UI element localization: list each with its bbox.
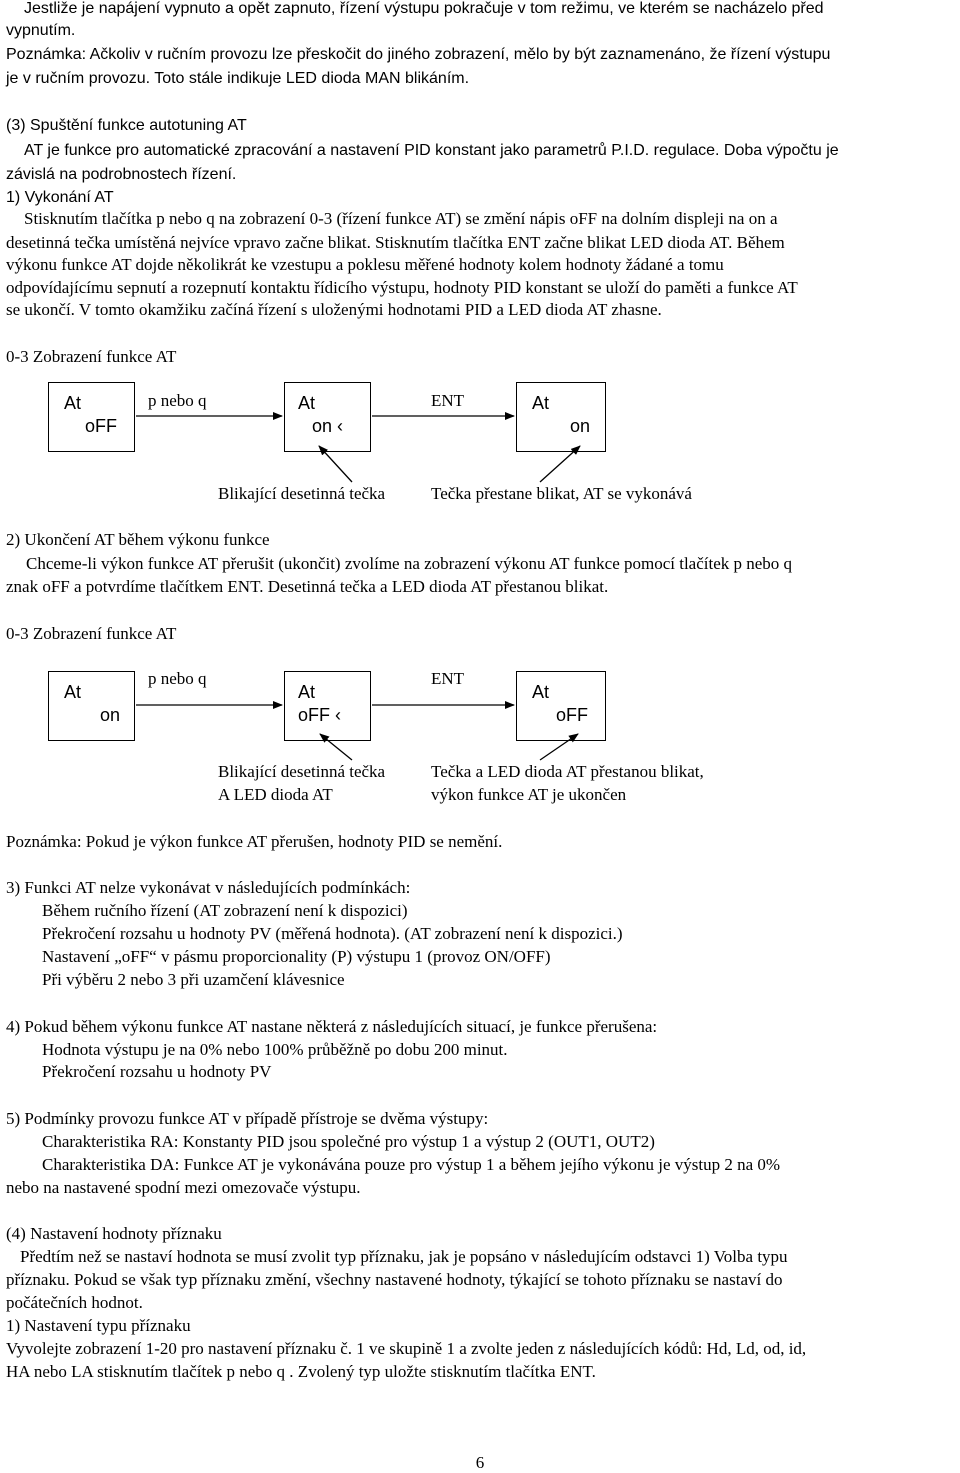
autotuning-para-1: Stisknutím tlačítka p nebo q na zobrazení 0-3 (řízení funkce AT) se změní nápis oFF na dolním displeji na on a <box>24 209 778 228</box>
stop-line-1: Chceme-li výkon funkce AT přerušit (ukončit) zvolíme na zobrazení výkonu AT funkce pomocí tlačítek p nebo q <box>26 554 793 573</box>
intro-line-1: Jestliže je napájení vypnuto a opět zapnuto, řízení výstupu pokračuje v tom režimu, ve kterém se nacházelo před <box>24 0 824 17</box>
flag-subheading: 1) Nastavení typu příznaku <box>6 1316 191 1335</box>
conditions-heading: 3) Funkci AT nelze vykonávat v následujících podmínkách: <box>6 878 411 897</box>
autotuning-heading: (3) Spuštění funkce autotuning AT <box>6 117 247 134</box>
conditions-item: Během ručního řízení (AT zobrazení není k dispozici) <box>42 901 408 920</box>
note-pid: Poznámka: Pokud je výkon funkce AT přerušen, hodnoty PID se nemění. <box>6 832 503 851</box>
diagram1-arrow2-label: ENT <box>431 391 465 410</box>
autotuning-para-4: odpovídajícímu sepnutí a rozepnutí kontaktu řídicího výstupu, hodnoty PID konstant se uloží do paměti a funkce AT <box>6 278 798 297</box>
diagram2-note-right-2: výkon funkce AT je ukončen <box>431 785 627 804</box>
flag-heading: (4) Nastavení hodnoty příznaku <box>6 1224 222 1243</box>
flag-line-2: příznaku. Pokud se však typ příznaku změní, všechny nastavené hodnoty, týkající se tohoto příznaku se nastaví do <box>6 1270 783 1289</box>
page-number: 6 <box>475 1453 485 1472</box>
diagram1-arrow1-label: p nebo q <box>148 391 207 410</box>
intro-line-3: Poznámka: Ačkoliv v ručním provozu lze přeskočit do jiného zobrazení, mělo by být zaznamenáno, že řízení výstupu <box>6 46 831 63</box>
stop-heading: 2) Ukončení AT během výkonu funkce <box>6 530 270 549</box>
autotuning-para-2: desetinná tečka umístěná nejvíce vpravo začne blikat. Stisknutím tlačítka ENT začne blikat LED dioda AT. Během <box>6 233 785 252</box>
stop-line-2: znak oFF a potvrdíme tlačítkem ENT. Desetinná tečka a LED dioda AT přestanou blikat. <box>6 577 609 596</box>
two-outputs-heading: 5) Podmínky provozu funkce AT v případě přístroje se dvěma výstupy: <box>6 1109 489 1128</box>
intro-line-4: je v ručním provozu. Toto stále indikuje LED dioda MAN blikáním. <box>6 70 470 87</box>
interrupt-heading: 4) Pokud během výkonu funkce AT nastane některá z následujících situací, je funkce přerušena: <box>6 1017 658 1036</box>
diagram1-note-left: Blikající desetinná tečka <box>218 484 386 503</box>
display-upper-text: At <box>298 682 316 702</box>
autotuning-subheading: 1) Vykonání AT <box>6 189 114 206</box>
display-upper-text: At <box>64 393 82 413</box>
display-upper-text: At <box>64 682 82 702</box>
flag-sub-line-1: Vyvolejte zobrazení 1-20 pro nastavení příznaku č. 1 ve skupině 1 a zvolte jeden z následujících kódů: Hd, Ld, od, id, <box>6 1339 807 1358</box>
diagram2-arrow2-label: ENT <box>431 669 465 688</box>
diagram2-title: 0-3 Zobrazení funkce AT <box>6 624 177 643</box>
display-lower-text: on <box>100 705 121 725</box>
autotuning-desc-1: AT je funkce pro automatické zpracování a nastavení PID konstant jako parametrů P.I.D. regulace. Doba výpočtu je <box>24 142 839 159</box>
conditions-item: Při výběru 2 nebo 3 při uzamčení klávesnice <box>42 970 345 989</box>
display-lower-text: oFF <box>85 416 118 436</box>
diagram2-arrow1-label: p nebo q <box>148 669 207 688</box>
flag-sub-line-2: HA nebo LA stisknutím tlačítek p nebo q . Zvolený typ uložte stisknutím tlačítka ENT. <box>6 1362 596 1381</box>
flag-line-1: Předtím než se nastaví hodnota se musí zvolit typ příznaku, jak je popsáno v následujícím odstavci 1) Volba typu <box>20 1247 788 1266</box>
diagram2-note-left-2: A LED dioda AT <box>218 785 333 804</box>
autotuning-para-3: výkonu funkce AT dojde několikrát ke vzestupu a poklesu měřené hodnoty kolem hodnoty žádané a tomu <box>6 255 724 274</box>
diagram2-pointer-right <box>540 734 578 760</box>
two-outputs-da-1: Charakteristika DA: Funkce AT je vykonávána pouze pro výstup 1 a během jejího výkonu je výstup 2 na 0% <box>42 1155 781 1174</box>
autotuning-desc-2: závislá na podrobnostech řízení. <box>6 166 237 183</box>
flag-line-3: počátečních hodnot. <box>6 1293 143 1312</box>
diagram1-title: 0-3 Zobrazení funkce AT <box>6 347 177 366</box>
display-upper-text: At <box>532 682 550 702</box>
conditions-item: Překročení rozsahu u hodnoty PV (měřená hodnota). (AT zobrazení není k dispozici.) <box>42 924 623 943</box>
two-outputs-ra: Charakteristika RA: Konstanty PID jsou společné pro výstup 1 a výstup 2 (OUT1, OUT2) <box>42 1132 655 1151</box>
diagram2-pointer-left <box>320 734 352 760</box>
intro-line-2: vypnutím. <box>6 22 76 39</box>
diagram1-pointer-right <box>540 446 580 482</box>
display-lower-text: oFF ‹ <box>298 705 341 725</box>
display-upper-text: At <box>298 393 316 413</box>
display-lower-text: oFF <box>556 705 589 725</box>
display-lower-text: on <box>570 416 591 436</box>
conditions-item: Nastavení „oFF“ v pásmu proporcionality (P) výstupu 1 (provoz ON/OFF) <box>42 947 551 966</box>
display-upper-text: At <box>532 393 550 413</box>
diagram1-pointer-left <box>319 446 352 482</box>
interrupt-item: Překročení rozsahu u hodnoty PV <box>42 1062 272 1081</box>
diagram2-note-right-1: Tečka a LED dioda AT přestanou blikat, <box>431 762 704 781</box>
diagram2-note-left-1: Blikající desetinná tečka <box>218 762 386 781</box>
two-outputs-da-2: nebo na nastavené spodní mezi omezovače výstupu. <box>6 1178 361 1197</box>
diagram1-note-right: Tečka přestane blikat, AT se vykonává <box>431 484 692 503</box>
autotuning-para-5: se ukončí. V tomto okamžiku začíná řízení s uloženými hodnotami PID a LED dioda AT zhasne. <box>6 300 662 319</box>
display-lower-text: on ‹ <box>312 416 344 436</box>
interrupt-item: Hodnota výstupu je na 0% nebo 100% průběžně po dobu 200 minut. <box>42 1040 508 1059</box>
